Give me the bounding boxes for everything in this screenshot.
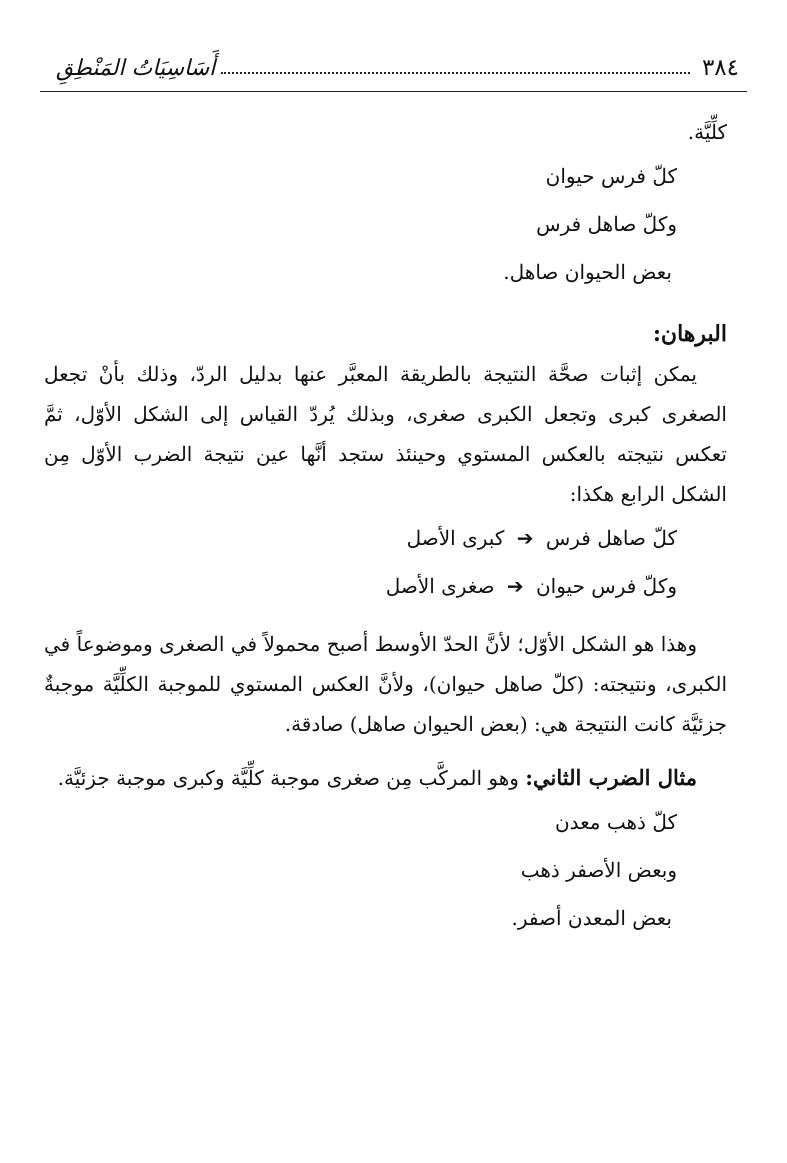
page-body [44,112,727,942]
page-number: ٣٨٤ [701,55,739,81]
conversion-1-label: كبرى الأصل [406,526,505,550]
second-premise-2: وبعض الأصفر ذهب [520,858,677,882]
premise-minor: وكلّ صاهل فرس [536,212,677,236]
proof-paragraph: يمكن إثبات صحَّة النتيجة بالطريقة المعبَّر عنها بدليل الردّ، وذلك بأنْ تجعل الصغرى كبرى وتجعل الكبرى صغرى، وبذلك يُردّ القياس إلى الشكل الأوّل، ثمَّ تعكس نتيجته بالعكس المستوي وحينئذ ستجد أنَّها عين نتيجة الضرب الأوّل مِن الشكل الرابع هكذا: [44,362,727,506]
intro-word: كلِّيَّة. [687,120,727,144]
header-dotted-leader [221,72,690,74]
arrow-icon: ➔ [516,526,534,550]
conversion-2-text: وكلّ فرس حيوان [535,574,677,598]
second-mood-paragraph [44,758,727,798]
page-header [56,48,739,88]
conversion-1-text: كلّ صاهل فرس [545,526,677,550]
premise-major: كلّ فرس حيوان [545,164,677,188]
explanation-paragraph: وهذا هو الشكل الأوّل؛ لأنَّ الحدّ الأوسط أصبح محمولاً في الصغرى وموضوعاً في الكبرى، ونتيجته: (كلّ صاهل حيوان)، ولأنَّ العكس المستوي للموجبة الكلِّيَّة موجبةٌ جزئيَّة كانت النتيجة هي: (بعض الحيوان صاهل) صادقة. [44,632,727,736]
second-premise-1: كلّ ذهب معدن [554,810,677,834]
second-mood-text: وهو المركَّب مِن صغرى موجبة كلِّيَّة وكبرى موجبة جزئيَّة. [57,766,519,790]
conversion-line-1 [44,514,677,562]
second-mood-heading: مثال الضرب الثاني: [525,765,697,790]
conversion-2-label: صغرى الأصل [385,574,495,598]
proof-heading: البرهان: [652,321,727,347]
conclusion: بعض الحيوان صاهل. [503,260,672,284]
second-conclusion: بعض المعدن أصفر. [511,906,672,930]
conversion-line-2 [44,562,677,610]
arrow-icon: ➔ [506,574,524,598]
book-title: أَسَاسِيَاتُ المَنْطِقِ [56,55,216,81]
header-rule [40,91,747,92]
